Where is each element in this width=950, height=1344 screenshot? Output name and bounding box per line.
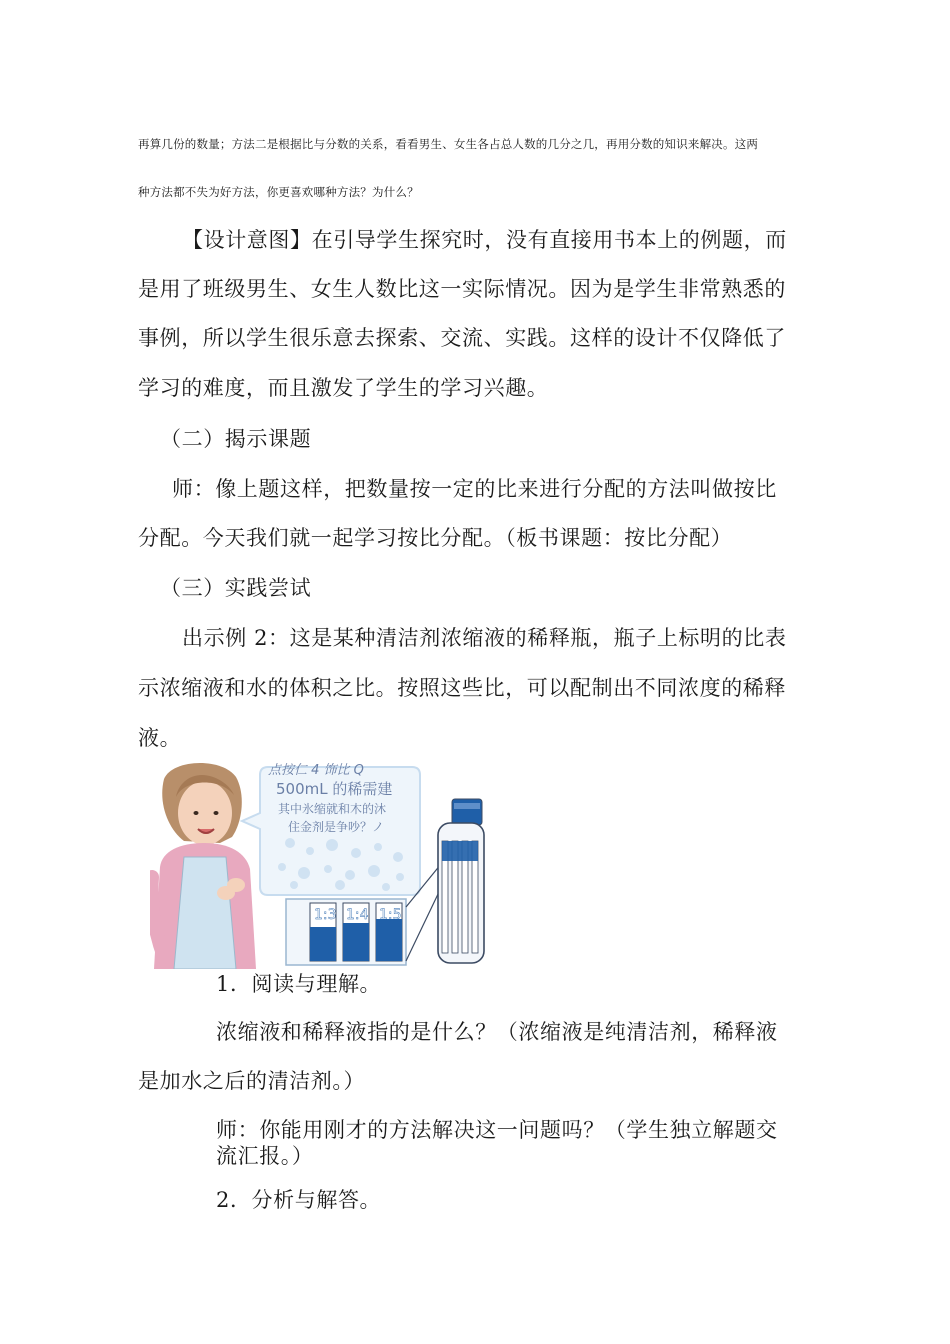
teacher-line: 流汇报。）	[216, 1144, 314, 1168]
illustration-svg	[150, 757, 485, 969]
cup-2	[343, 903, 369, 961]
ratio-label: 1:5	[379, 907, 402, 923]
design-intent-line: 【设计意图】在引导学生探究时，没有直接用书本上的例题，而	[182, 228, 787, 252]
design-intent-line: 是用了班级男生、女生人数比这一实际情况。因为是学生非常熟悉的	[138, 277, 786, 301]
question-line: 浓缩液和稀释液指的是什么？（浓缩液是纯清洁剂，稀释液	[216, 1020, 778, 1044]
example-illustration	[150, 757, 485, 969]
cup-1	[310, 903, 337, 961]
example-line: 示浓缩液和水的体积之比。按照这些比，可以配制出不同浓度的稀释	[138, 676, 786, 700]
question-line: 是加水之后的清洁剂。）	[138, 1069, 366, 1093]
teacher-line: 分配。今天我们就一起学习按比分配。（板书课题：按比分配）	[138, 526, 733, 550]
cup-1-liquid	[310, 927, 336, 961]
speech-bubble	[242, 762, 420, 895]
paragraph-line: 种方法都不失为好方法，你更喜欢哪种方法？为什么？	[138, 185, 419, 199]
bubble-line: 住金剂是争吵？ノ	[288, 820, 385, 834]
design-intent-line: 学习的难度，而且激发了学生的学习兴趣。	[138, 376, 549, 400]
ratio-label: 1:4	[346, 907, 369, 923]
teacher-figure	[152, 763, 256, 969]
example-line: 液。	[138, 726, 182, 750]
design-intent-line: 事例，所以学生很乐意去探索、交流、实践。这样的设计不仅降低了	[138, 326, 786, 350]
cup-2-liquid	[343, 923, 369, 961]
teacher-line: 师：你能用刚才的方法解决这一问题吗？（学生独立解题交	[216, 1118, 778, 1142]
example-line: 出示例 2：这是某种清洁剂浓缩液的稀释瓶，瓶子上标明的比表	[182, 626, 787, 650]
teacher-line: 师：像上题这样，把数量按一定的比来进行分配的方法叫做按比	[172, 477, 777, 501]
ratio-label: 1:3	[314, 907, 337, 923]
bubble-line: 点按仁 4 饰比 Q	[268, 763, 364, 778]
bubble-line: 其中氷缩就和木的沐	[278, 802, 387, 816]
paragraph-line: 再算几份的数量；方法二是根据比与分数的关系，看看男生、女生各占总人数的几分之几，再用分数的知识来解决。这两	[138, 137, 759, 151]
dilution-bottle	[438, 799, 484, 963]
bubble-line: 500mL 的稀需建	[276, 780, 393, 798]
cup-3	[376, 903, 402, 961]
step-heading: 2．分析与解答。	[216, 1188, 382, 1212]
section-heading: （二）揭示课题	[160, 427, 312, 451]
section-heading: （三）实践尝试	[160, 576, 312, 600]
step-heading: 1．阅读与理解。	[216, 972, 382, 996]
cup-3-liquid	[376, 919, 402, 961]
